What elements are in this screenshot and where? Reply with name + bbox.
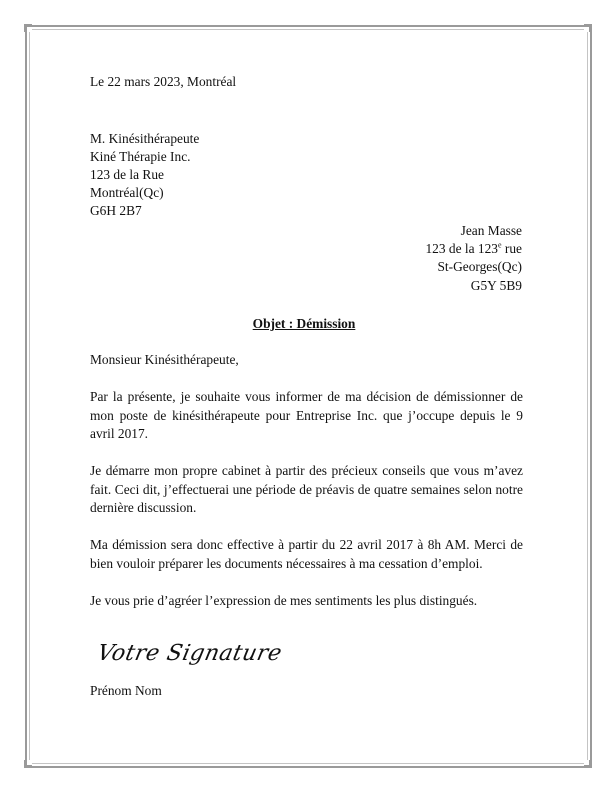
recipient-company: Kiné Thérapie Inc. [90,149,191,164]
body-paragraph: Ma démission sera donc effective à partir du 22 avril 2017 à 8h AM. Merci de bien vouloir préparer les documents nécessaires à ma cessation d’emploi. [90,537,523,571]
body-paragraph: Par la présente, je souhaite vous informer de ma décision de démissionner de mon poste de kinésithérapeute pour Entreprise Inc. que j’occupe depuis le 9 avril 2017. [90,389,523,442]
closing-formula: Je vous prie d’agréer l’expression de mes sentiments les plus distingués. [90,593,478,608]
date-line: Le 22 mars 2023, Montréal [90,74,237,89]
handwritten-signature: Votre Signature [95,641,285,666]
corner-ornament [584,760,592,768]
recipient-street: 123 de la Rue [90,167,165,182]
signer-name: Prénom Nom [90,683,162,698]
corner-ornament [584,24,592,32]
corner-ornament [24,760,32,768]
subject-line: Objet : Démission [252,316,356,331]
recipient-city: Montréal(Qc) [90,185,164,200]
sender-street-number: 123 de la 123 [425,241,498,256]
body-paragraph: Je démarre mon propre cabinet à partir des précieux conseils que vous m’avez fait. Ceci dit, j’effectuerai une période de préavis de quatre semaines selon notre dernière discussion. [90,463,523,516]
sender-street-ordinal: e [497,240,502,250]
sender-street [425,240,522,258]
sender-street-type: rue [501,241,522,256]
sender-postal: G5Y 5B9 [470,278,522,293]
sender-name: Jean Masse [460,223,522,238]
recipient-postal: G6H 2B7 [90,203,142,218]
sender-city: St-Georges(Qc) [437,259,522,274]
salutation: Monsieur Kinésithérapeute, [90,352,239,367]
corner-ornament [24,24,32,32]
recipient-name: M. Kinésithérapeute [90,131,200,146]
